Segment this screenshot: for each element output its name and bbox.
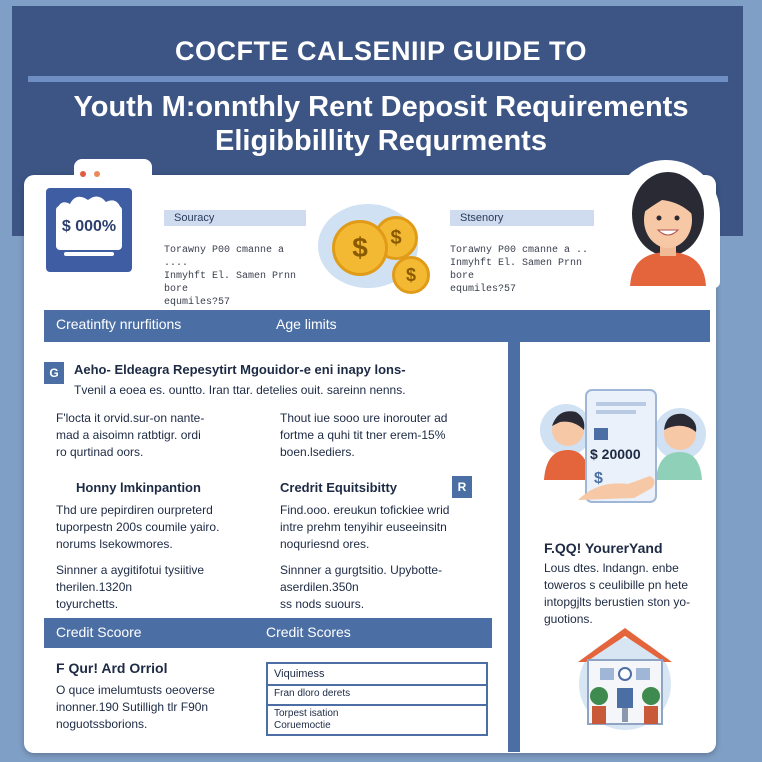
text-line: tuporpestn 200s coumile yairo. bbox=[56, 520, 220, 534]
house-icon bbox=[570, 622, 680, 732]
text-line: Find.ooo. ereukun tofickiee wrid bbox=[280, 503, 450, 517]
deposit-icon-label: $ 000% bbox=[61, 218, 117, 235]
summary-text-left bbox=[164, 244, 314, 309]
woman-avatar-icon bbox=[622, 168, 714, 286]
text-line: Sinnner a gurgtsitio. Upybotte- bbox=[280, 563, 443, 577]
summary-label-right: Stsenory bbox=[450, 210, 594, 226]
summary-line: Inmyhft El. Samen Prnn bore bbox=[164, 271, 297, 295]
faq-heading-right: F.QQ! YourerYand bbox=[544, 540, 663, 556]
summary-line: equmiles?57 bbox=[450, 284, 517, 295]
text-block bbox=[280, 410, 500, 461]
credit-bar-label-left: Credit Scoore bbox=[56, 624, 142, 640]
deposit-icon-card bbox=[46, 188, 132, 272]
subheading-left: Honny lmkinpantion bbox=[76, 480, 201, 495]
icon-line bbox=[64, 252, 114, 256]
section-bar bbox=[44, 310, 710, 342]
tab-dot bbox=[80, 171, 86, 177]
info-table-bottom bbox=[266, 704, 488, 736]
summary-text-right bbox=[450, 244, 600, 296]
table-row-label: Coruemoctie bbox=[274, 720, 331, 731]
text-line: O quce imelumtusts oeoverse bbox=[56, 683, 215, 697]
summary-line: equmiles?57 bbox=[164, 297, 231, 308]
summary-line: Torawny P00 cmanne a .. bbox=[450, 245, 589, 256]
section-label-left: Creatinfty nrurfitions bbox=[56, 316, 182, 332]
summary-line: Torawny P00 cmanne a .... bbox=[164, 245, 285, 269]
info-table-top bbox=[266, 662, 488, 706]
text-line: aserdilen.350n bbox=[280, 580, 359, 594]
column-divider bbox=[508, 340, 520, 752]
text-line: Thd ure pepirdiren ourpreterd bbox=[56, 503, 213, 517]
text-line: toweros s ceulibille pn hete bbox=[544, 578, 689, 592]
text-line: guotions. bbox=[544, 612, 593, 626]
header-title-line3: Eligibbillity Requrments bbox=[215, 125, 547, 157]
text-line: fortme a quhi tit tner erem-15% bbox=[280, 428, 446, 442]
faq-text-left bbox=[56, 682, 256, 733]
credit-score-bar bbox=[44, 618, 492, 648]
main-heading: Aeho- Eldeagra Repesytirt Mgouidor-e eni inapy lons- bbox=[74, 362, 406, 377]
text-line: F'locta it orvid.sur-on nante- bbox=[56, 411, 205, 425]
table-divider bbox=[268, 684, 486, 686]
text-line: noguotssborions. bbox=[56, 717, 148, 731]
section-icon: G bbox=[44, 362, 64, 384]
main-subtext: Tvenil a eoea es. ountto. Iran ttar. detelies ouit. sareinn nenns. bbox=[74, 383, 406, 397]
header-title-line1: COCFTE CALSENIIP GUIDE TO bbox=[174, 36, 588, 66]
text-line: boen.lsediers. bbox=[280, 445, 355, 459]
text-line: norums lsekowmores. bbox=[56, 537, 173, 551]
text-line: therilen.1320n bbox=[56, 580, 133, 594]
text-block bbox=[56, 410, 266, 461]
text-line: intopgjlts berustien ston yo- bbox=[544, 595, 691, 609]
text-line: Sinnner a aygitifotui tysiitive bbox=[56, 563, 205, 577]
subheading-right: Credrit Equitsibitty bbox=[280, 480, 398, 495]
document-amount: $ 20000 bbox=[590, 446, 641, 462]
text-line: ss nods suours. bbox=[280, 597, 365, 611]
credit-icon: R bbox=[452, 476, 472, 498]
text-line: Thout iue sooo ure inorouter ad bbox=[280, 411, 448, 425]
faq-text-right bbox=[544, 560, 712, 628]
coin-icon: $ bbox=[374, 216, 418, 260]
text-line: ro qurtinad oors. bbox=[56, 445, 144, 459]
section-label-right: Age limits bbox=[276, 316, 337, 332]
text-block bbox=[280, 502, 500, 553]
text-line: noquriesnd ores. bbox=[280, 537, 370, 551]
tab-dot bbox=[94, 171, 100, 177]
credit-bar-label-right: Credit Scores bbox=[266, 624, 351, 640]
text-line: toyurchetts. bbox=[56, 597, 119, 611]
faq-heading-left: F Qur! Ard Orriol bbox=[56, 660, 168, 676]
text-block bbox=[280, 562, 500, 613]
table-row-label: Fran dloro derets bbox=[274, 688, 351, 699]
header-title bbox=[0, 90, 762, 158]
summary-line: Inmyhft El. Samen Prnn bore bbox=[450, 258, 583, 282]
coin-icon: $ bbox=[332, 220, 388, 276]
text-block bbox=[56, 562, 266, 613]
header-divider bbox=[28, 76, 728, 82]
text-block bbox=[56, 502, 266, 553]
header-title-line2: Youth M:onnthly Rent Deposit Requirements bbox=[73, 91, 689, 123]
text-line: intre prehm tenyihir euseeinsitn bbox=[280, 520, 447, 534]
text-line: mad a aisoimn ratbtigr. ordi bbox=[56, 428, 201, 442]
coin-icon: $ bbox=[392, 256, 430, 294]
text-line: inonner.190 Sutilligh tlr F90n bbox=[56, 700, 209, 714]
table-row-label: Torpest isation bbox=[274, 708, 339, 719]
table-row-label: Viquimess bbox=[274, 668, 325, 680]
text-line: Lous dtes. lndangn. enbe bbox=[544, 561, 679, 575]
document-dollar: $ bbox=[594, 470, 603, 487]
summary-label-left: Souracy bbox=[164, 210, 306, 226]
